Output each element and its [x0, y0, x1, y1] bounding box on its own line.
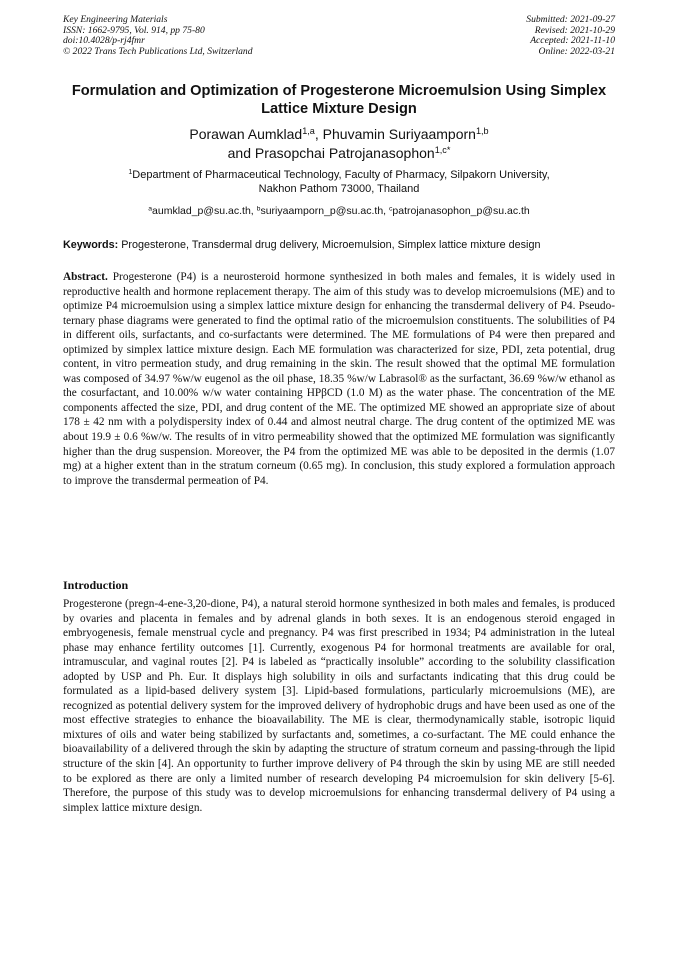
accepted-date: Accepted: 2021-11-10 — [530, 35, 615, 47]
affiliation-line: Nakhon Pathom 73000, Thailand — [258, 183, 420, 195]
keywords-text: Progesterone, Transdermal drug delivery, Microemulsion, Simplex lattice mixture design — [118, 239, 541, 251]
author-list — [60, 125, 618, 163]
affiliation-line: Department of Pharmaceutical Technology, Faculty of Pharmacy, Silpakorn University, — [132, 169, 550, 181]
email-mark: a — [148, 205, 153, 213]
header-left — [63, 15, 253, 58]
copyright: © 2022 Trans Tech Publications Ltd, Switzerland — [63, 46, 253, 58]
author-affiliation-mark: 1,a — [302, 126, 315, 136]
author-name: Porawan Aumklad — [189, 126, 303, 142]
online-date: Online: 2022-03-21 — [538, 46, 615, 58]
header-right — [526, 15, 615, 58]
author-name: Phuvamin Suriyaamporn — [322, 126, 476, 142]
author-conjunction: and — [227, 145, 255, 161]
doi: doi:10.4028/p-rj4fmr — [63, 35, 145, 47]
paper-title: Formulation and Optimization of Progesterone Microemulsion Using Simplex Lattice Mixture Design — [71, 83, 607, 117]
abstract-label: Abstract. — [63, 271, 108, 283]
author-name: Prasopchai Patrojanasophon — [254, 145, 435, 161]
author-emails — [60, 204, 618, 218]
keywords — [63, 238, 619, 252]
issn-info: ISSN: 1662-9795, Vol. 914, pp 75-80 — [63, 24, 205, 36]
author-affiliation-mark: 1,c* — [434, 145, 451, 155]
abstract-text: Progesterone (P4) is a neurosteroid hormone synthesized in both males and females, it is widely used in reproductive health and hormone replacement therapy. The aim of this study was to develop microemulsions (ME) and to optimize P4 microemulsion using a simplex lattice mixture design for enhancing the transdermal delivery of P4. Pseudo-ternary phase diagrams were generated to find the optimal ratio of the microemulsion constituents. The solubilities of P4 in different oils, surfactants, and co-surfactants were determined. The ME formulations of P4 were then prepared and optimized by simplex lattice mixture design. Each ME formulation was characterized for size, PDI, zeta potential, drug content, in vitro permeation study, and drug remaining in the skin. The result showed that the optimal ME formulation was composed of 34.97 %w/w eugenol as the oil phase, 18.35 %w/w Labrasol® as the surfactant, 36.69 %w/w ethanol as the cosurfactant, and 10.00% w/w water containing HPβCD (1.0 M) as the water phase. The concentration of the ME components affected the size, PDI, and drug content of the ME. The optimized ME showed an appropriate size of about 178 ± 42 nm with a polydispersity index of 0.44 and almost neutral charge. The drug content of the optimized ME was about 19.9 ± 0.6 %w/w. The results of in vitro permeability showed that the optimized ME formulation was significantly higher than the drug suspension. Moreover, the P4 from the optimized ME was able to be deposited in the dermis (1.07 mg) at a higher extent than in the stratum corneum (0.65 mg). In conclusion, this study explored a formulation approach to improve the transdermal permeation of P4. — [63, 271, 615, 487]
keywords-label: Keywords: — [63, 239, 119, 251]
author-separator: , — [314, 126, 323, 142]
affiliation — [60, 168, 618, 196]
revised-date: Revised: 2021-10-29 — [534, 24, 615, 36]
affiliation-mark: 1 — [128, 168, 133, 177]
email: aumklad_p@su.ac.th, — [152, 205, 257, 217]
author-affiliation-mark: 1,b — [475, 126, 489, 136]
email-mark: c — [389, 205, 393, 213]
submitted-date: Submitted: 2021-09-27 — [526, 14, 615, 25]
email-mark: b — [256, 205, 261, 213]
email: patrojanasophon_p@su.ac.th — [392, 205, 530, 217]
abstract — [63, 270, 615, 488]
email: suriyaamporn_p@su.ac.th, — [260, 205, 390, 217]
journal-name: Key Engineering Materials — [63, 14, 168, 25]
introduction-heading: Introduction — [63, 578, 129, 592]
introduction-text: Progesterone (pregn-4-ene-3,20-dione, P4), a natural steroid hormone synthesized in both males and females, is produced by ovaries and placenta in females and by adrenal glands in both sexes. It is an endogenous steroid engaged in embryogenesis, female menstrual cycle and pregnancy. P4 was first prescribed in 1934; P4 administration in the luteal phase may enhance fertility outcomes [1]. Currently, exogenous P4 for hormonal treatments are available for oral, intramuscular, and vaginal routes [2]. P4 is labeled as “practically insoluble” according to the solubility classification adopted by USP and Ph. Eur. It displays high solubility in oils and surfactants indicating that this drug could be formulated as a lipid-based delivery system [3]. Lipid-based formulations, particularly microemulsions (ME), are recognized as potential delivery system for the improved delivery of hydrophobic drugs and have been used as one of the most effective strategies to enhance the bioavailability. The ME is clear, thermodynamically stable, isotropic liquid mixtures of oils and water being stabilized by surfactants and, sometimes, a co-surfactant. The ME could enhance the bioavailability of a delivered through the skin by adapting the structure of stratum corneum and passing-through the lipid structure of the skin [4]. An opportunity to further improve delivery of P4 through the skin by using ME are still needed to be explored as there are only a limited number of research developing P4 microemulsion for skin delivery [5-6]. Therefore, the purpose of this study was to develop microemulsions for enhancing transdermal delivery of P4 using a simplex lattice mixture design. — [63, 598, 615, 814]
